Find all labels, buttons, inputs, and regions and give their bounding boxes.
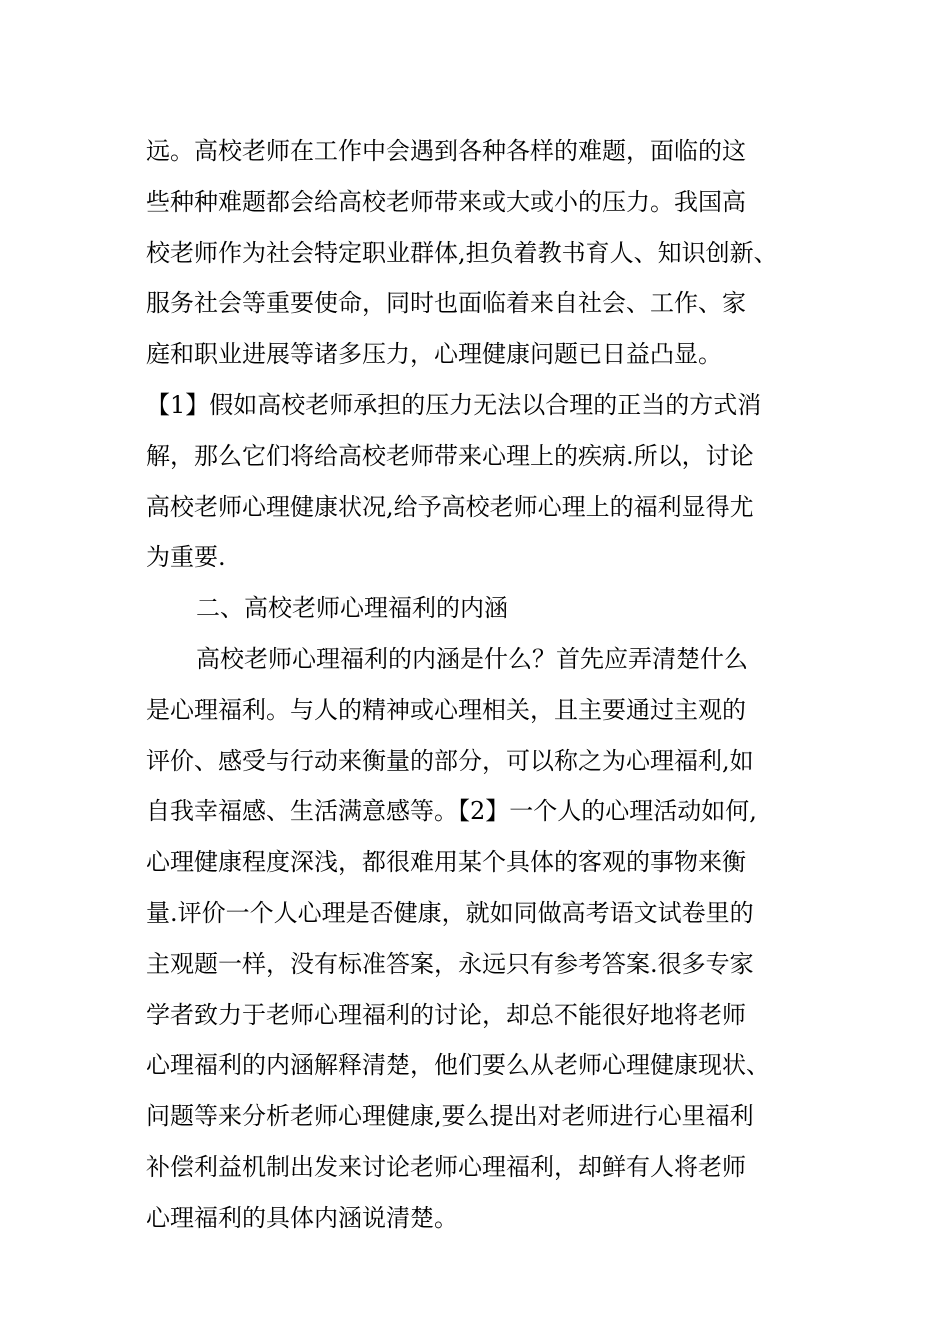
- body-text: [146, 126, 826, 1244]
- text-line: 心理健康程度深浅，都很难用某个具体的客观的事物来衡: [146, 848, 746, 877]
- text-line: 些种种难题都会给高校老师带来或大或小的压力。我国高: [146, 187, 746, 216]
- text-line: 问题等来分析老师心理健康,要么提出对老师进行心里福利: [146, 1102, 754, 1131]
- text-line: 主观题一样，没有标准答案，永远只有参考答案.很多专家: [146, 949, 754, 978]
- section-heading: 二、高校老师心理福利的内涵: [196, 594, 508, 623]
- text-line: 服务社会等重要使命，同时也面临着来自社会、工作、家: [146, 289, 746, 318]
- text-line: 量.评价一个人心理是否健康，就如同做高考语文试卷里的: [146, 898, 754, 927]
- text-line: 是心理福利。与人的精神或心理相关，且主要通过主观的: [146, 695, 746, 724]
- text-line: 庭和职业进展等诸多压力，心理健康问题已日益凸显。: [146, 340, 722, 369]
- text-line: 【1】假如高校老师承担的压力无法以合理的正当的方式消: [146, 390, 762, 419]
- text-line: 评价、感受与行动来衡量的部分，可以称之为心理福利,如: [146, 746, 754, 775]
- text-line: 为重要.: [146, 543, 226, 572]
- text-line: 校老师作为社会特定职业群体,担负着教书育人、知识创新、: [146, 238, 778, 267]
- text-line: 高校老师心理健康状况,给予高校老师心理上的福利显得尤: [146, 492, 754, 521]
- text-line: 远。高校老师在工作中会遇到各种各样的难题，面临的这: [146, 137, 746, 165]
- text-line: 自我幸福感、生活满意感等。【2】一个人的心理活动如何,: [146, 797, 757, 826]
- text-line: 学者致力于老师心理福利的讨论，却总不能很好地将老师: [146, 1000, 746, 1029]
- text-line: 高校老师心理福利的内涵是什么？首先应弄清楚什么: [196, 644, 748, 673]
- text-line: 补偿利益机制出发来讨论老师心理福利，却鲜有人将老师: [146, 1152, 746, 1181]
- text-line: 解，那么它们将给高校老师带来心理上的疾病.所以，讨论: [146, 441, 754, 470]
- text-line: 心理福利的内涵解释清楚，他们要么从老师心理健康现状、: [146, 1051, 770, 1080]
- text-line: 心理福利的具体内涵说清楚。: [146, 1203, 458, 1232]
